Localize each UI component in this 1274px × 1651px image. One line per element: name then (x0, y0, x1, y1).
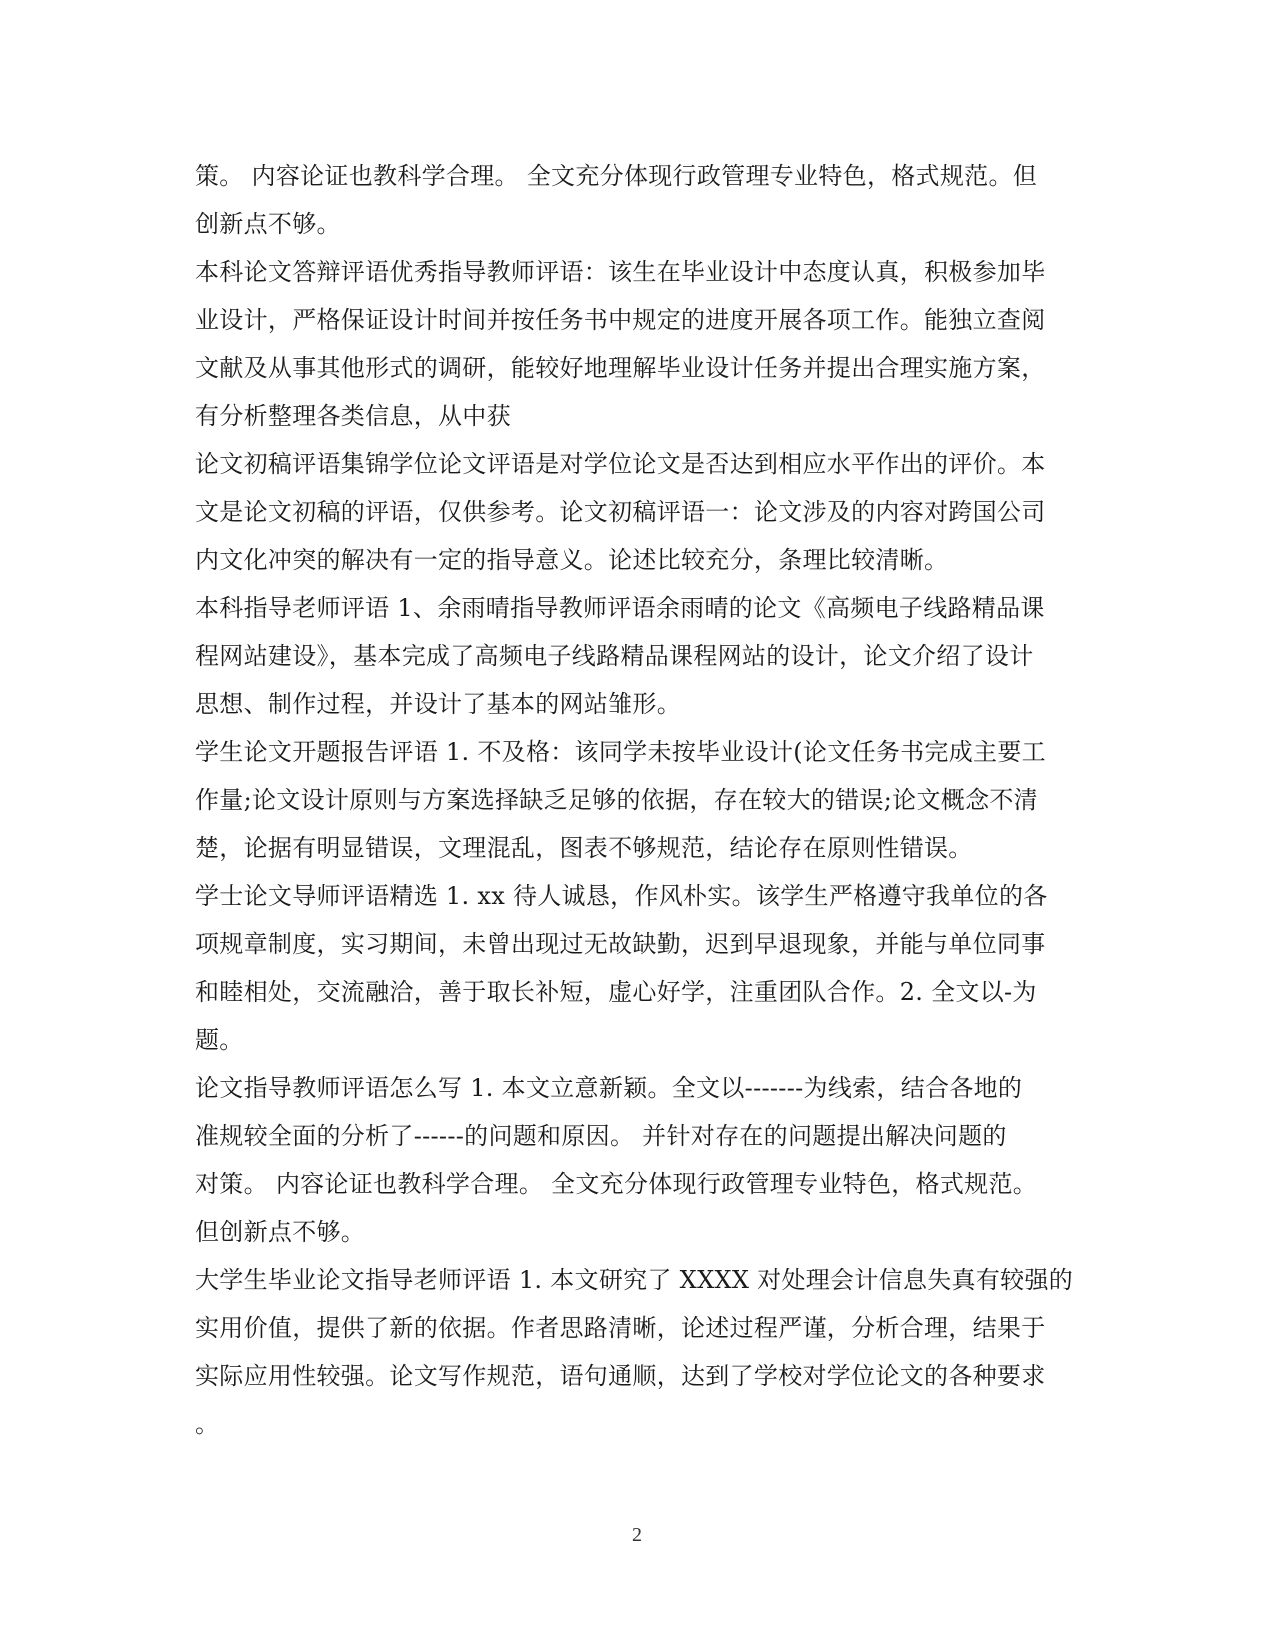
text-line: 论文初稿评语集锦学位论文评语是对学位论文是否达到相应水平作出的评价。本 (195, 450, 1046, 478)
text-line: 大学生毕业论文指导老师评语 1. 本文研究了 XXXX 对处理会计信息失真有较强的 (195, 1266, 1074, 1294)
text-line: 准规较全面的分析了------的问题和原因。 并针对存在的问题提出解决问题的 (195, 1122, 1007, 1150)
paragraph (195, 872, 1075, 1064)
text-line: 创新点不够。 (195, 210, 341, 238)
text-line: 思想、制作过程，并设计了基本的网站雏形。 (195, 690, 681, 718)
text-line: 本科指导老师评语 1、余雨晴指导教师评语余雨晴的论文《高频电子线路精品课 (195, 594, 1045, 622)
text-line: 业设计，严格保证设计时间并按任务书中规定的进度开展各项工作。能独立查阅 (195, 306, 1046, 334)
paragraph (195, 152, 1075, 248)
text-line: 。 (195, 1410, 220, 1438)
paragraph (195, 440, 1075, 584)
text-line: 论文指导教师评语怎么写 1. 本文立意新颖。全文以-------为线索，结合各地的 (195, 1074, 1023, 1102)
paragraph (195, 728, 1075, 872)
text-line: 题。 (195, 1026, 244, 1054)
text-line: 实用价值，提供了新的依据。作者思路清晰，论述过程严谨，分析合理，结果于 (195, 1314, 1046, 1342)
text-line: 和睦相处，交流融洽，善于取长补短，虚心好学，注重团队合作。2. 全文以-为 (195, 978, 1037, 1006)
text-line: 文是论文初稿的评语，仅供参考。论文初稿评语一：论文涉及的内容对跨国公司 (195, 498, 1046, 526)
text-line: 程网站建设》，基本完成了高频电子线路精品课程网站的设计，论文介绍了设计 (195, 642, 1034, 670)
text-line: 作量;论文设计原则与方案选择缺乏足够的依据，存在较大的错误;论文概念不清 (195, 786, 1038, 814)
text-line: 实际应用性较强。论文写作规范，语句通顺，达到了学校对学位论文的各种要求 (195, 1362, 1046, 1390)
text-line: 有分析整理各类信息，从中获 (195, 402, 511, 430)
text-line: 文献及从事其他形式的调研，能较好地理解毕业设计任务并提出合理实施方案， (195, 354, 1046, 382)
text-line: 本科论文答辩评语优秀指导教师评语：该生在毕业设计中态度认真，积极参加毕 (195, 258, 1046, 286)
paragraph (195, 1064, 1075, 1256)
text-line: 内文化冲突的解决有一定的指导意义。论述比较充分，条理比较清晰。 (195, 546, 949, 574)
text-line: 对策。 内容论证也教科学合理。 全文充分体现行政管理专业特色，格式规范。 (195, 1170, 1038, 1198)
text-line: 项规章制度，实习期间，未曾出现过无故缺勤，迟到早退现象，并能与单位同事 (195, 930, 1046, 958)
paragraph (195, 248, 1075, 440)
text-line: 策。 内容论证也教科学合理。 全文充分体现行政管理专业特色，格式规范。但 (195, 162, 1038, 190)
text-line: 但创新点不够。 (195, 1218, 366, 1246)
text-line: 学生论文开题报告评语 1. 不及格：该同学未按毕业设计(论文任务书完成主要工 (195, 738, 1046, 766)
text-line: 楚，论据有明显错误，文理混乱，图表不够规范，结论存在原则性错误。 (195, 834, 973, 862)
paragraph (195, 1256, 1075, 1448)
page-number: 2 (632, 1524, 642, 1546)
paragraph (195, 584, 1075, 728)
text-line: 学士论文导师评语精选 1. xx 待人诚恳，作风朴实。该学生严格遵守我单位的各 (195, 882, 1048, 910)
document-body (195, 152, 1075, 1448)
